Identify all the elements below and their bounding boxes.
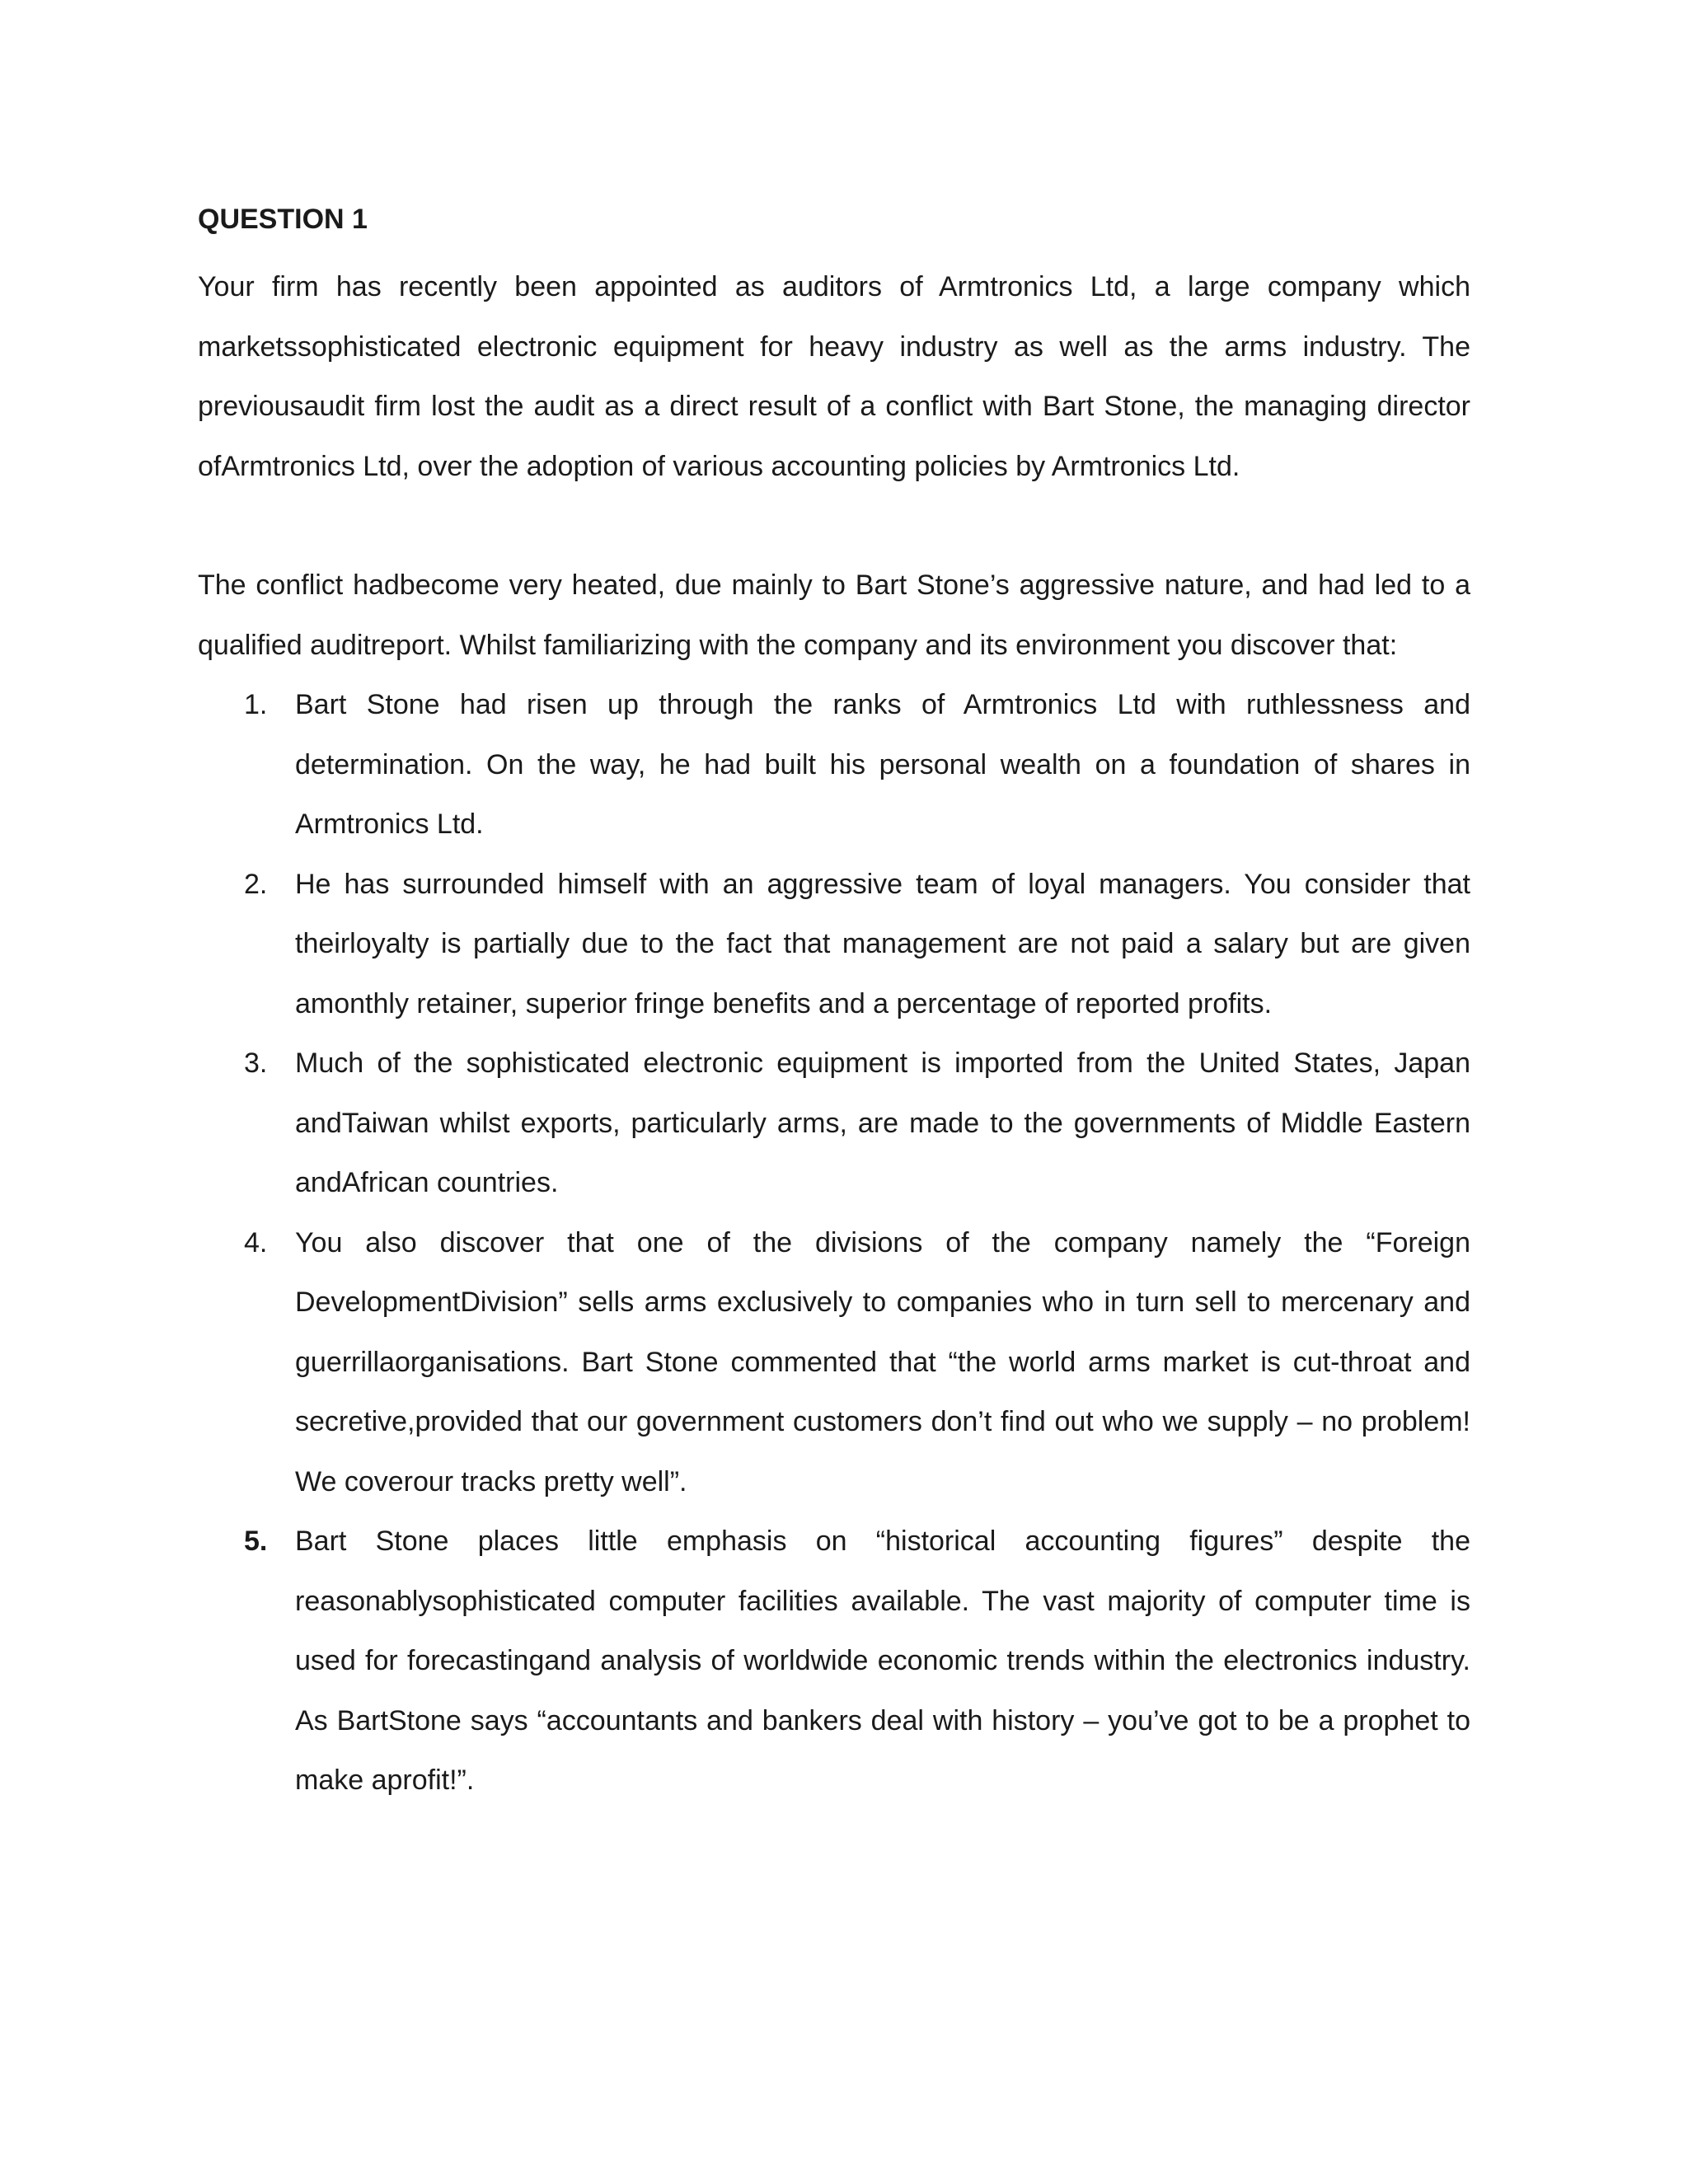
list-item xyxy=(198,675,1470,855)
intro-paragraph: Your firm has recently been appointed as auditors of Armtronics Ltd, a large company which marketssophisticated electronic equipment for heavy industry as well as the arms industry. The previousaudit firm lost the audit as a direct result of a conflict with Bart Stone, the managing director ofArmtronics Ltd, over the adoption of various accounting policies by Armtronics Ltd. xyxy=(198,271,1470,482)
findings-list xyxy=(198,675,1470,1811)
list-marker: 4. xyxy=(244,1226,268,1258)
list-marker: 1. xyxy=(244,689,268,720)
list-marker: 2. xyxy=(244,868,268,900)
list-marker: 5. xyxy=(244,1526,268,1557)
list-item-text: You also discover that one of the divisions of the company namely the “Foreign DevelopmentDivision” sells arms exclusively to companies who in turn sell to mercenary and guerrillaorganisations. Bart Stone commented that “the world arms market is cut-throat and secretive,provided that our government customers don’t find out who we supply – no problem! We coverour tracks pretty well”. xyxy=(295,1226,1470,1497)
document-page xyxy=(198,198,1470,1811)
context-paragraph: The conflict hadbecome very heated, due mainly to Bart Stone’s aggressive nature, and had led to a qualified auditreport. Whilst familiarizing with the company and its environment you discover that: xyxy=(198,569,1470,661)
list-item xyxy=(198,1033,1470,1213)
list-item xyxy=(198,1511,1470,1811)
question-heading: QUESTION 1 xyxy=(198,204,368,235)
list-item-text: He has surrounded himself with an aggressive team of loyal managers. You consider that theirloyalty is partially due to the fact that management are not paid a salary but are given amonthly retainer, superior fringe benefits and a percentage of reported profits. xyxy=(295,868,1470,1019)
list-item-text: Bart Stone had risen up through the ranks of Armtronics Ltd with ruthlessness and determination. On the way, he had built his personal wealth on a foundation of shares in Armtronics Ltd. xyxy=(295,689,1470,840)
list-item-text: Bart Stone places little emphasis on “historical accounting figures” despite the reasonablysophisticated computer facilities available. The vast majority of computer time is used for forecastingand analysis of worldwide economic trends within the electronics industry. As BartStone says “accountants and bankers deal with history – you’ve got to be a prophet to make aprofit!”. xyxy=(295,1526,1470,1796)
list-item-text: Much of the sophisticated electronic equipment is imported from the United States, Japan andTaiwan whilst exports, particularly arms, are made to the governments of Middle Eastern andAfrican countries. xyxy=(295,1047,1470,1198)
list-item xyxy=(198,855,1470,1034)
list-item xyxy=(198,1213,1470,1512)
list-marker: 3. xyxy=(244,1047,268,1079)
